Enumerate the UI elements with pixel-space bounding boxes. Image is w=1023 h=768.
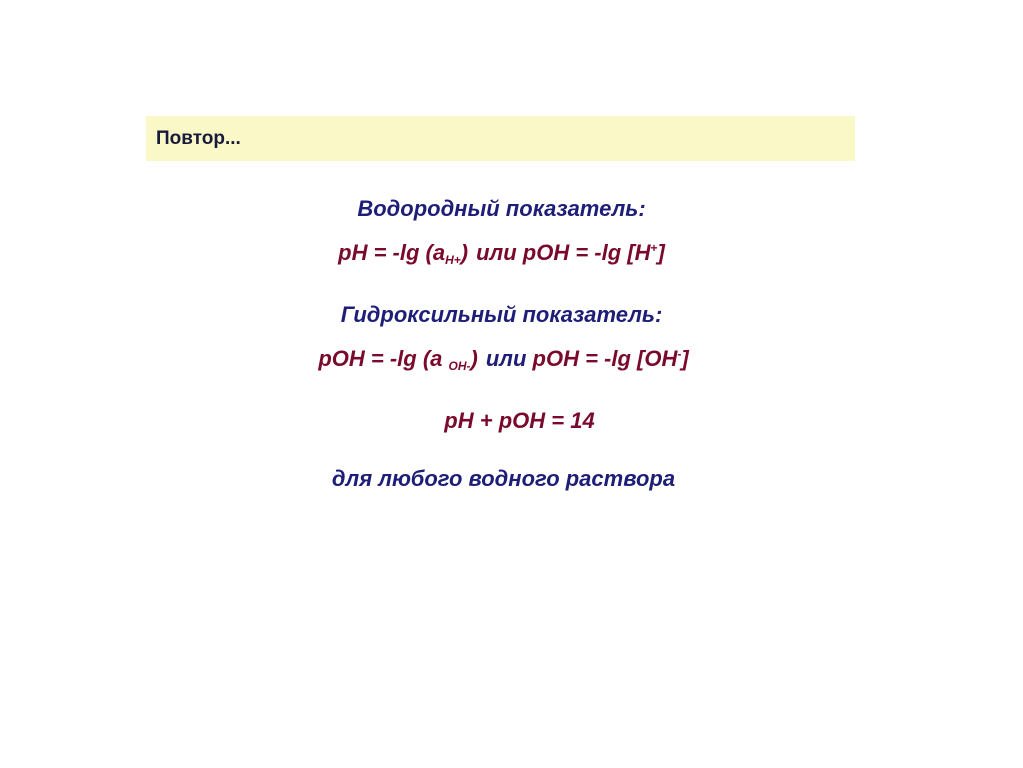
hydroxyl-formula-close: ]: [681, 346, 689, 371]
hydroxyl-formula-lhs-close: ): [470, 346, 478, 371]
sum-equation: pH + pOH = 14: [444, 408, 595, 433]
hydroxyl-formula-sub: OH-: [448, 359, 471, 373]
hydrogen-formula: [0, 240, 1013, 267]
hydrogen-formula-close: ]: [657, 240, 665, 265]
hydroxyl-formula-lhs: pOH = -lg (a: [318, 346, 449, 371]
hydrogen-formula-sub: H+: [445, 253, 461, 267]
hydroxyl-formula: [0, 346, 1015, 373]
hydrogen-heading: Водородный показатель:: [357, 196, 646, 221]
header-bar: [146, 116, 855, 161]
hydroxyl-formula-sup: -: [677, 347, 682, 361]
hydrogen-formula-or: или pOH = -lg [H: [476, 240, 651, 265]
hydroxyl-heading: Гидроксильный показатель:: [340, 302, 663, 327]
note-text: для любого водного раствора: [331, 466, 676, 491]
hydrogen-formula-sup: +: [650, 241, 658, 255]
slide-title: Повтор...: [156, 128, 241, 149]
hydrogen-formula-lhs-close: ): [460, 240, 469, 265]
hydrogen-formula-lhs: pH = -lg (a: [338, 240, 446, 265]
hydroxyl-formula-or: или: [485, 346, 527, 371]
hydroxyl-formula-rhs: pOH = -lg [OH: [532, 346, 678, 371]
